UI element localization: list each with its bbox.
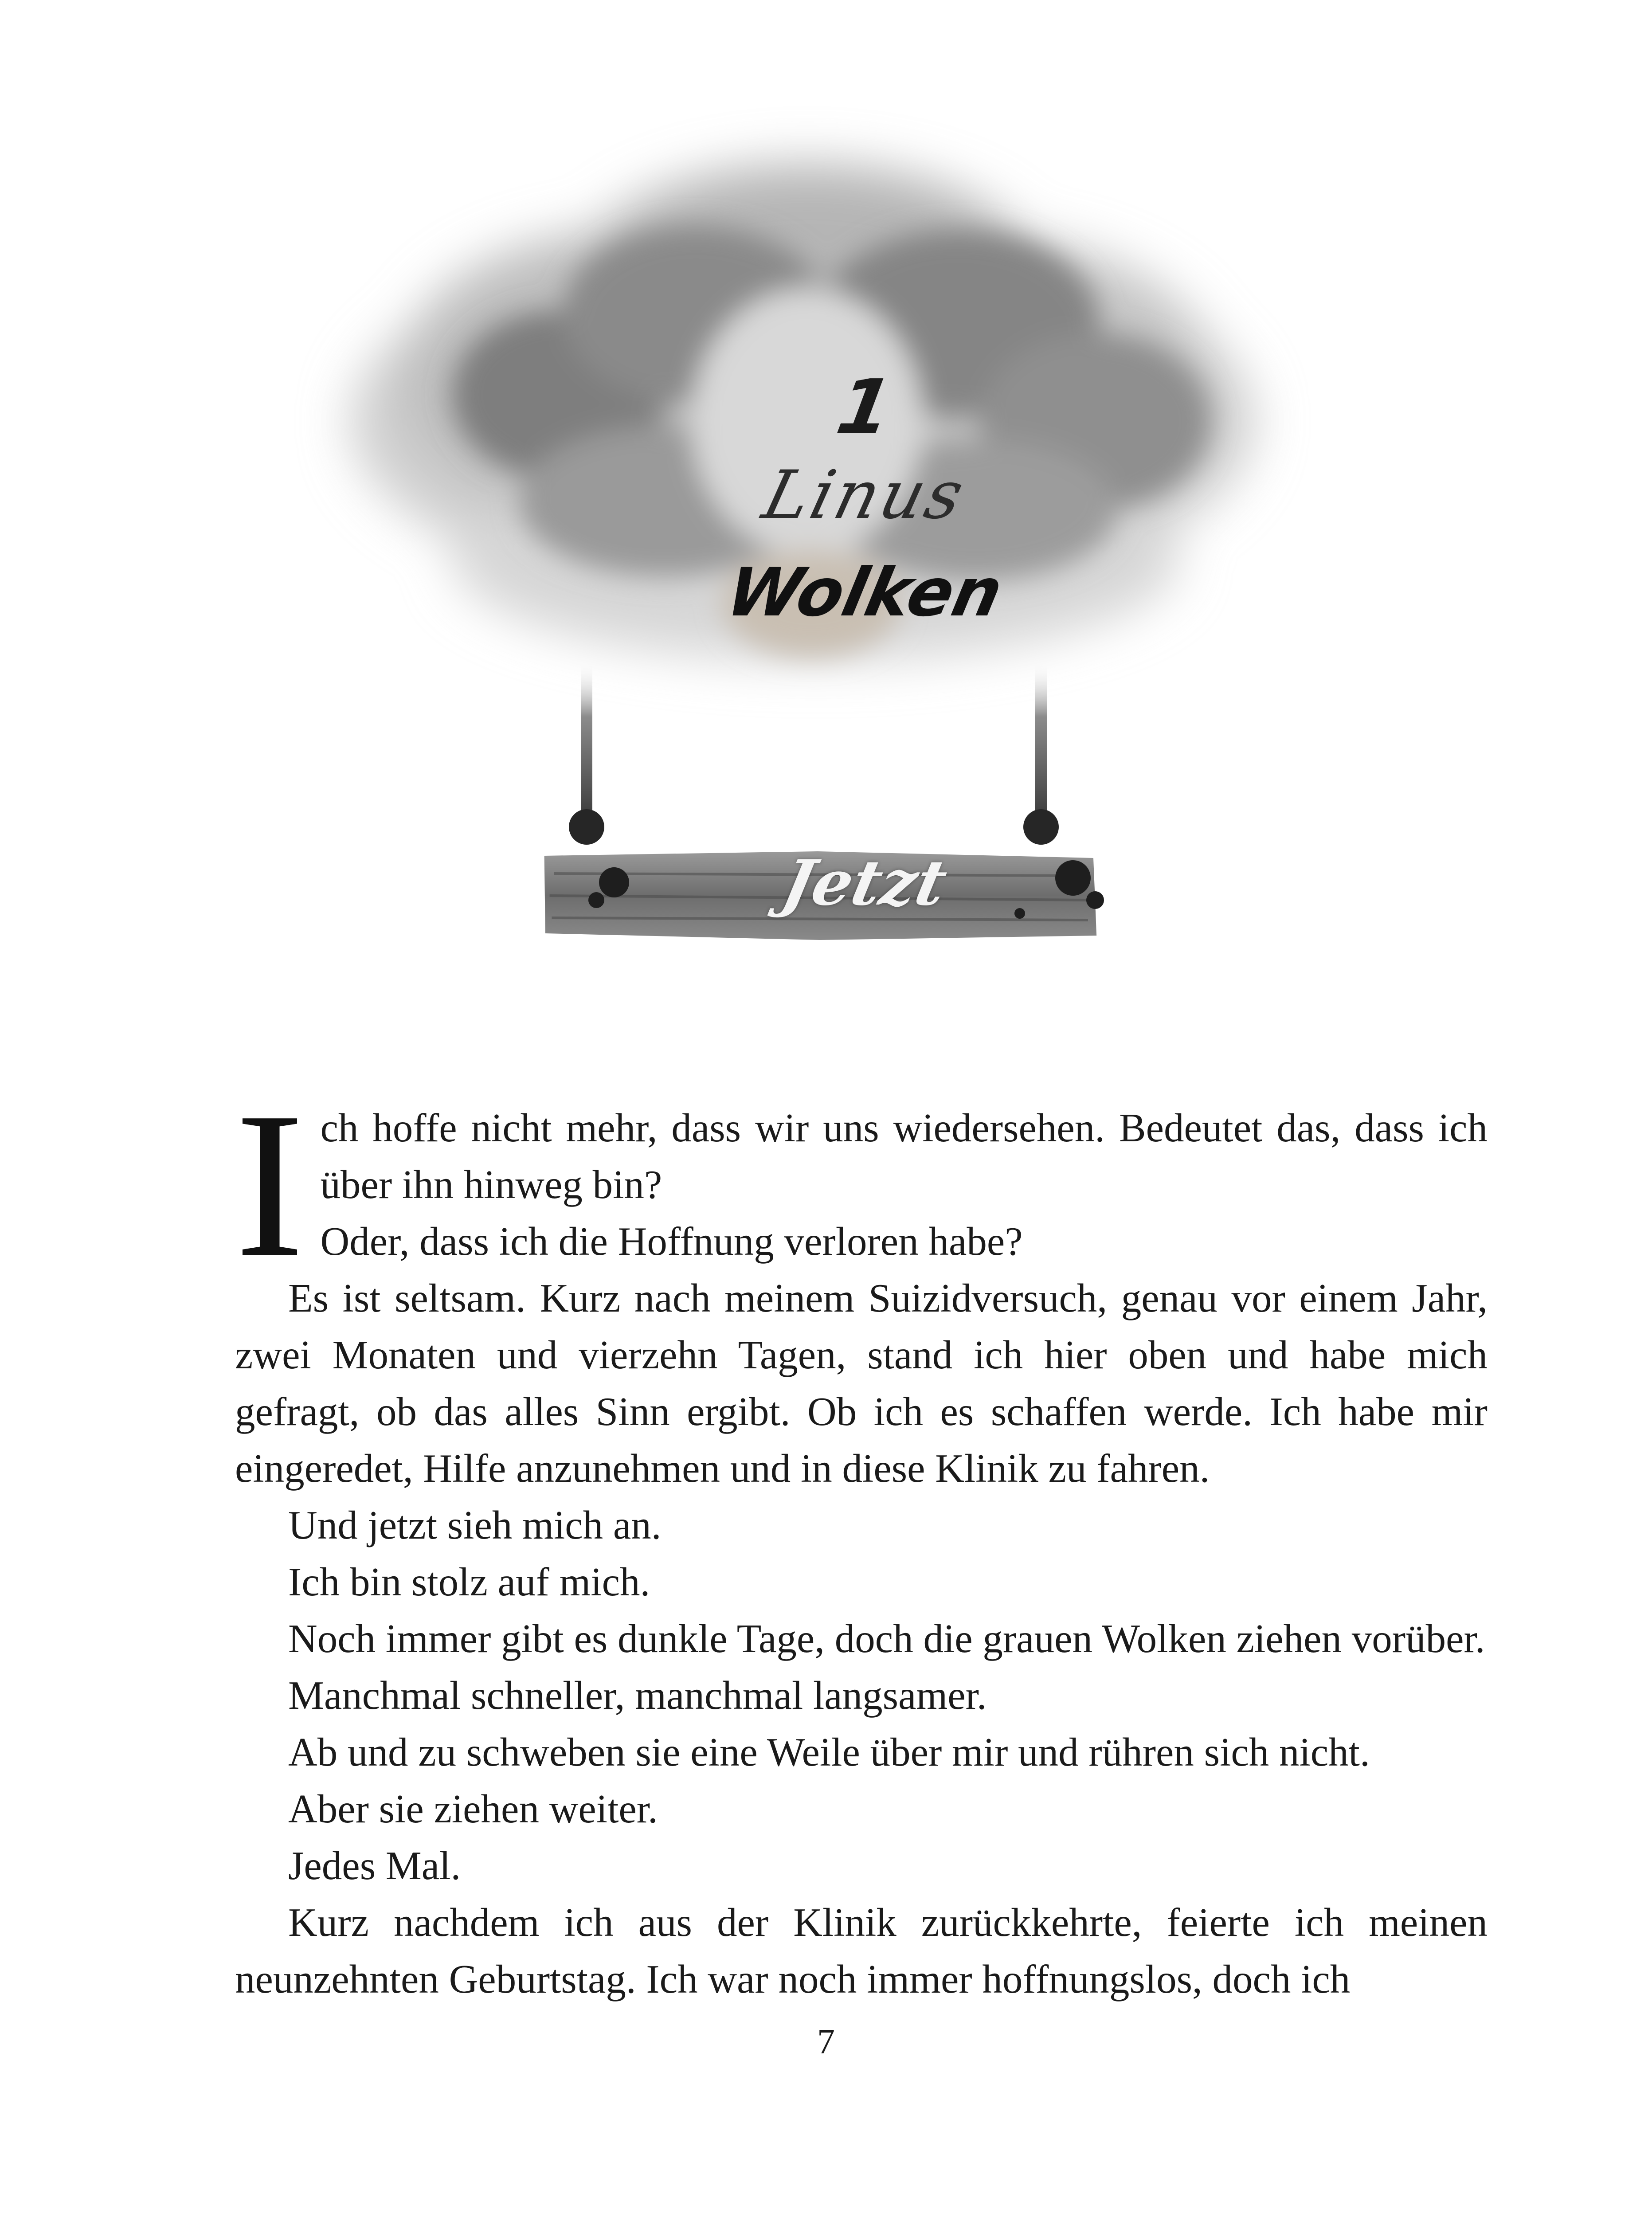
sign-label: Jetzt xyxy=(776,847,953,920)
paragraph: Noch immer gibt es dunkle Tage, doch die grauen Wolken ziehen vorüber. xyxy=(288,1616,1485,1661)
paragraph: Kurz nachdem ich aus der Klinik zurückkehrte, feierte ich meinen neunzehnten Geburtstag. Ich war noch immer hoffnungslos, doch ich xyxy=(235,1900,1488,2002)
drop-cap: I xyxy=(235,1069,305,1300)
paragraph: Ich bin stolz auf mich. xyxy=(288,1559,650,1604)
chapter-title: Wolken xyxy=(720,554,1009,631)
chapter-narrator: Linus xyxy=(756,457,974,534)
paragraph-text: ch hoffe nicht mehr, dass wir uns wiedersehen. Bedeutet das, dass ich über ihn hinweg bin? xyxy=(320,1105,1488,1207)
paragraph: Es ist seltsam. Kurz nach meinem Suizidversuch, genau vor einem Jahr, zwei Monaten und vierzehn Tagen, stand ich hier oben und habe mich gefragt, ob das alles Sinn ergibt. Ob ich es schaffen werde. Ich habe mir eingeredet, Hilfe anzunehmen und in diese Klinik zu fahren. xyxy=(235,1276,1488,1491)
paragraph: Aber sie ziehen weiter. xyxy=(288,1786,658,1831)
paragraph: Jedes Mal. xyxy=(288,1843,461,1888)
chapter-number: 1 xyxy=(830,364,899,451)
paragraph: Oder, dass ich die Hoffnung verloren habe? xyxy=(320,1219,1023,1264)
paragraph: Ab und zu schweben sie eine Weile über mir und rühren sich nicht. xyxy=(288,1730,1370,1774)
paragraph: Manchmal schneller, manchmal langsamer. xyxy=(288,1673,987,1718)
paragraph: Und jetzt sieh mich an. xyxy=(288,1503,662,1547)
chapter-body xyxy=(235,1069,1488,2008)
chapter-header-illustration xyxy=(284,146,1339,989)
page-number: 7 xyxy=(817,2022,835,2061)
swing-ropes xyxy=(569,661,1059,845)
